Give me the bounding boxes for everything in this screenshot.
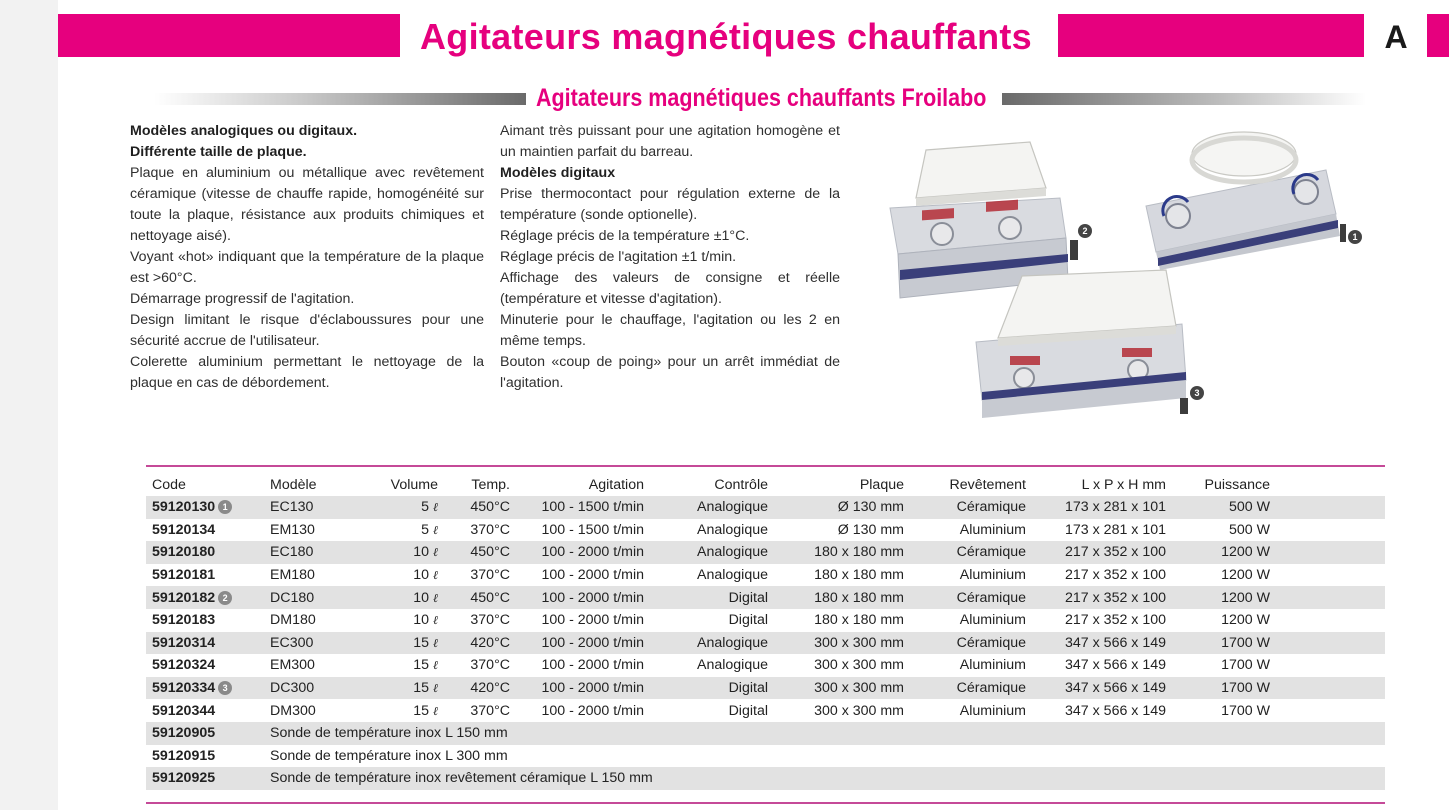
cell-agitation bbox=[516, 496, 650, 519]
table-row bbox=[146, 586, 1385, 609]
cell-agitation-text: 100 - 2000 t/min bbox=[541, 634, 644, 651]
cell-revetement bbox=[910, 564, 1032, 587]
cell-code: 59120915 bbox=[152, 747, 216, 764]
cell-temp-text: 370°C bbox=[470, 521, 510, 538]
cell-temp-text: 370°C bbox=[470, 702, 510, 719]
cell-revetement bbox=[910, 699, 1032, 722]
volume-unit: ℓ bbox=[433, 522, 438, 537]
cell-control bbox=[650, 677, 774, 700]
accessory-row bbox=[146, 745, 1385, 768]
header-band-left bbox=[58, 14, 400, 57]
intro-col2-paragraph: Aimant très puissant pour une agitation homogène et un maintien parfait du barreau. bbox=[500, 123, 840, 160]
cell-plaque bbox=[774, 632, 910, 655]
cell-spacer bbox=[1276, 677, 1385, 700]
cell-power bbox=[1172, 654, 1276, 677]
cell-agitation-text: 100 - 2000 t/min bbox=[541, 567, 644, 584]
cell-volume-text: 5 bbox=[421, 499, 430, 516]
cell-power-text: 1700 W bbox=[1221, 657, 1270, 674]
cell-dimensions bbox=[1032, 519, 1172, 542]
product-ref-badge: 1 bbox=[218, 500, 232, 514]
cell-model-text: DC300 bbox=[270, 680, 315, 697]
volume-unit: ℓ bbox=[433, 681, 438, 696]
table-row bbox=[146, 519, 1385, 542]
cell-revetement-text: Aluminium bbox=[959, 657, 1026, 674]
cell-dimensions-text: 217 x 352 x 100 bbox=[1065, 567, 1166, 584]
cell-model bbox=[264, 564, 356, 587]
cell-dimensions bbox=[1032, 564, 1172, 587]
cell-power bbox=[1172, 699, 1276, 722]
cell-power-text: 1200 W bbox=[1221, 612, 1270, 629]
cell-plaque-text: 300 x 300 mm bbox=[814, 702, 904, 719]
table-top-rule bbox=[146, 465, 1385, 467]
cell-code bbox=[146, 609, 264, 632]
table-row bbox=[146, 632, 1385, 655]
cell-dimensions bbox=[1032, 496, 1172, 519]
cell-model-text: EM300 bbox=[270, 657, 315, 674]
table-row bbox=[146, 609, 1385, 632]
header-spacer bbox=[1276, 474, 1385, 496]
cell-code-text: 59120182 bbox=[152, 589, 216, 606]
cell-revetement bbox=[910, 586, 1032, 609]
cell-plaque-text: 180 x 180 mm bbox=[814, 612, 904, 629]
cell-model bbox=[264, 632, 356, 655]
cell-spacer bbox=[1276, 496, 1385, 519]
cell-code bbox=[146, 632, 264, 655]
cell-dimensions bbox=[1032, 632, 1172, 655]
cell-revetement-text: Aluminium bbox=[959, 567, 1026, 584]
cell-model bbox=[264, 541, 356, 564]
cell-revetement bbox=[910, 654, 1032, 677]
cell-agitation bbox=[516, 609, 650, 632]
intro-column-1 bbox=[130, 121, 484, 394]
product-image-ec130 bbox=[1136, 120, 1346, 270]
cell-control bbox=[650, 519, 774, 542]
cell-temp bbox=[444, 654, 516, 677]
cell-volume-text: 5 bbox=[421, 521, 430, 538]
cell-agitation bbox=[516, 564, 650, 587]
cell-volume bbox=[356, 496, 444, 519]
volume-unit: ℓ bbox=[433, 703, 438, 718]
cell-control-text: Analogique bbox=[697, 634, 768, 651]
cell-agitation bbox=[516, 654, 650, 677]
cell-spacer bbox=[1276, 609, 1385, 632]
header-dimensions: L x P x H mm bbox=[1081, 477, 1166, 493]
table-row bbox=[146, 677, 1385, 700]
cell-model-text: DC180 bbox=[270, 589, 315, 606]
header-code: Code bbox=[152, 477, 186, 493]
cell-volume-text: 10 bbox=[413, 612, 430, 629]
volume-unit: ℓ bbox=[433, 590, 438, 605]
cell-plaque bbox=[774, 586, 910, 609]
cell-plaque-text: 180 x 180 mm bbox=[814, 544, 904, 561]
intro-col1-paragraph: Différente taille de plaque. bbox=[130, 144, 307, 160]
cell-model-text: EC180 bbox=[270, 544, 314, 561]
cell-spacer bbox=[1276, 541, 1385, 564]
cell-volume bbox=[356, 541, 444, 564]
cell-plaque bbox=[774, 677, 910, 700]
cell-volume-text: 10 bbox=[413, 567, 430, 584]
cell-control-text: Digital bbox=[728, 612, 768, 629]
cell-code bbox=[146, 654, 264, 677]
cell-agitation-text: 100 - 2000 t/min bbox=[541, 589, 644, 606]
cell-temp bbox=[444, 519, 516, 542]
cell-plaque bbox=[774, 519, 910, 542]
cell-revetement bbox=[910, 609, 1032, 632]
intro-col2-paragraph: Minuterie pour le chauffage, l'agitation ou les 2 en même temps. bbox=[500, 312, 840, 349]
cell-revetement-text: Céramique bbox=[956, 499, 1026, 516]
cell-description: Sonde de température inox revêtement céramique L 150 mm bbox=[264, 767, 1385, 790]
cell-volume bbox=[356, 699, 444, 722]
cell-model-text: EM180 bbox=[270, 567, 315, 584]
cell-code-text: 59120181 bbox=[152, 567, 216, 584]
cell-power-text: 1700 W bbox=[1221, 702, 1270, 719]
cell-revetement bbox=[910, 496, 1032, 519]
cell-model bbox=[264, 609, 356, 632]
cell-model bbox=[264, 519, 356, 542]
cell-control bbox=[650, 609, 774, 632]
intro-col1-paragraph: Voyant «hot» indiquant que la température de la plaque est >60°C. bbox=[130, 249, 484, 286]
cell-temp-text: 370°C bbox=[470, 612, 510, 629]
cell-model bbox=[264, 654, 356, 677]
cell-volume-text: 10 bbox=[413, 544, 430, 561]
cell-model-text: EC130 bbox=[270, 499, 314, 516]
header-volume: Volume bbox=[390, 477, 438, 493]
cell-code bbox=[146, 541, 264, 564]
intro-col2-paragraph: Réglage précis de l'agitation ±1 t/min. bbox=[500, 249, 737, 265]
cell-code bbox=[146, 677, 264, 700]
cell-model bbox=[264, 677, 356, 700]
cell-dimensions bbox=[1032, 677, 1172, 700]
cell-control-text: Analogique bbox=[697, 567, 768, 584]
cell-plaque bbox=[774, 564, 910, 587]
table-row bbox=[146, 654, 1385, 677]
header-temp: Temp. bbox=[471, 477, 510, 493]
cell-agitation-text: 100 - 2000 t/min bbox=[541, 612, 644, 629]
cell-power bbox=[1172, 564, 1276, 587]
cell-dimensions-text: 347 x 566 x 149 bbox=[1065, 657, 1166, 674]
section-subtitle: Agitateurs magnétiques chauffants Froilabo bbox=[536, 84, 987, 112]
intro-col2-paragraph: Bouton «coup de poing» pour un arrêt immédiat de l'agitation. bbox=[500, 354, 840, 391]
cell-power bbox=[1172, 496, 1276, 519]
cell-plaque bbox=[774, 541, 910, 564]
intro-col1-paragraph: Design limitant le risque d'éclaboussures pour une sécurité accrue de l'utilisateur. bbox=[130, 312, 484, 349]
cell-control bbox=[650, 586, 774, 609]
cell-model bbox=[264, 586, 356, 609]
cell-plaque bbox=[774, 496, 910, 519]
cell-control-text: Digital bbox=[728, 702, 768, 719]
cell-temp-text: 450°C bbox=[470, 544, 510, 561]
cell-power-text: 500 W bbox=[1228, 521, 1270, 538]
header-model: Modèle bbox=[270, 477, 317, 493]
cell-dimensions-text: 347 x 566 x 149 bbox=[1065, 680, 1166, 697]
product-badge-1: 1 bbox=[1348, 230, 1362, 244]
cell-code: 59120925 bbox=[146, 767, 264, 790]
cell-agitation-text: 100 - 1500 t/min bbox=[541, 499, 644, 516]
intro-col2-paragraph: Modèles digitaux bbox=[500, 165, 616, 181]
section-letter: A bbox=[1384, 19, 1408, 55]
cell-model bbox=[264, 496, 356, 519]
cell-volume bbox=[356, 519, 444, 542]
header-power: Puissance bbox=[1204, 477, 1270, 493]
cell-volume bbox=[356, 564, 444, 587]
cell-volume bbox=[356, 586, 444, 609]
cell-power-text: 1700 W bbox=[1221, 634, 1270, 651]
intro-column-2 bbox=[500, 121, 840, 394]
cell-dimensions-text: 217 x 352 x 100 bbox=[1065, 589, 1166, 606]
cell-code-text: 59120134 bbox=[152, 521, 216, 538]
cell-dimensions-text: 347 x 566 x 149 bbox=[1065, 702, 1166, 719]
cell-plaque-text: 180 x 180 mm bbox=[814, 589, 904, 606]
product-image-dc300 bbox=[970, 268, 1190, 420]
cell-dimensions-text: 217 x 352 x 100 bbox=[1065, 544, 1166, 561]
volume-unit: ℓ bbox=[433, 658, 438, 673]
cell-agitation-text: 100 - 2000 t/min bbox=[541, 657, 644, 674]
spec-table bbox=[146, 474, 1385, 790]
table-row bbox=[146, 564, 1385, 587]
cell-power-text: 1700 W bbox=[1221, 680, 1270, 697]
cell-temp bbox=[444, 632, 516, 655]
cell-temp-text: 450°C bbox=[470, 589, 510, 606]
cell-temp-text: 370°C bbox=[470, 657, 510, 674]
cell-spacer bbox=[1276, 699, 1385, 722]
cell-code bbox=[146, 699, 264, 722]
cell-control bbox=[650, 541, 774, 564]
cell-power-text: 1200 W bbox=[1221, 589, 1270, 606]
cell-temp-text: 420°C bbox=[470, 634, 510, 651]
cell-power-text: 1200 W bbox=[1221, 544, 1270, 561]
intro-col2-paragraph: Affichage des valeurs de consigne et réelle (température et vitesse d'agitation). bbox=[500, 270, 840, 307]
cell-code bbox=[146, 586, 264, 609]
cell-dimensions bbox=[1032, 541, 1172, 564]
cell-revetement-text: Aluminium bbox=[959, 702, 1026, 719]
cell-model bbox=[264, 699, 356, 722]
cell-temp bbox=[444, 699, 516, 722]
cell-code bbox=[146, 564, 264, 587]
cell-plaque-text: Ø 130 mm bbox=[837, 499, 904, 516]
cell-dimensions-text: 217 x 352 x 100 bbox=[1065, 612, 1166, 629]
cell-control bbox=[650, 496, 774, 519]
cell-volume-text: 15 bbox=[413, 680, 430, 697]
cell-spacer bbox=[1276, 632, 1385, 655]
intro-col2-paragraph: Réglage précis de la température ±1°C. bbox=[500, 228, 750, 244]
cell-code: 59120905 bbox=[146, 722, 264, 745]
intro-col1-paragraph: Plaque en aluminium ou métallique avec revêtement céramique (vitesse de chauffe rapide, homogénéité sur toute la plaque, résistance aux produits chimiques et nettoyage aisé). bbox=[130, 165, 484, 244]
cell-agitation bbox=[516, 586, 650, 609]
cell-code bbox=[146, 496, 264, 519]
cell-power-text: 500 W bbox=[1228, 499, 1270, 516]
intro-col1-paragraph: Démarrage progressif de l'agitation. bbox=[130, 291, 355, 307]
cell-plaque bbox=[774, 654, 910, 677]
volume-unit: ℓ bbox=[433, 545, 438, 560]
table-row bbox=[146, 699, 1385, 722]
cell-revetement bbox=[910, 541, 1032, 564]
cell-agitation-text: 100 - 2000 t/min bbox=[541, 544, 644, 561]
intro-col2-paragraph: Prise thermocontact pour régulation externe de la température (sonde optionelle). bbox=[500, 186, 840, 223]
cell-code-text: 59120183 bbox=[152, 612, 216, 629]
header-plaque: Plaque bbox=[859, 477, 904, 493]
cell-dimensions bbox=[1032, 699, 1172, 722]
cell-spacer bbox=[1276, 654, 1385, 677]
cell-dimensions bbox=[1032, 609, 1172, 632]
cell-control-text: Analogique bbox=[697, 521, 768, 538]
cell-plaque bbox=[774, 699, 910, 722]
cell-revetement-text: Céramique bbox=[956, 680, 1026, 697]
cell-dimensions-text: 347 x 566 x 149 bbox=[1065, 634, 1166, 651]
cell-control bbox=[650, 564, 774, 587]
cell-plaque-text: 180 x 180 mm bbox=[814, 567, 904, 584]
cell-description: Sonde de température inox L 150 mm bbox=[264, 722, 1385, 745]
cell-control bbox=[650, 632, 774, 655]
cell-temp bbox=[444, 564, 516, 587]
cell-code-text: 59120344 bbox=[152, 702, 216, 719]
cell-volume-text: 10 bbox=[413, 589, 430, 606]
cell-agitation-text: 100 - 2000 t/min bbox=[541, 702, 644, 719]
header-control: Contrôle bbox=[714, 477, 768, 493]
cell-code-text: 59120324 bbox=[152, 657, 216, 674]
header-band-right bbox=[1058, 14, 1364, 57]
cell-temp bbox=[444, 496, 516, 519]
product-badge-2: 2 bbox=[1078, 224, 1092, 238]
intro-col1-paragraph: Colerette aluminium permettant le nettoyage de la plaque en cas de débordement. bbox=[130, 354, 484, 391]
cell-revetement-text: Aluminium bbox=[959, 521, 1026, 538]
product-ref-badge: 2 bbox=[218, 591, 232, 605]
accessory-row bbox=[146, 722, 1385, 745]
cell-temp bbox=[444, 677, 516, 700]
header-band-tab bbox=[1427, 14, 1449, 57]
table-header-row bbox=[146, 474, 1385, 496]
table-row bbox=[146, 496, 1385, 519]
cell-code-text: 59120334 bbox=[152, 680, 216, 697]
cell-model-text: DM300 bbox=[270, 702, 316, 719]
intro-col1-paragraph: Modèles analogiques ou digitaux. bbox=[130, 123, 358, 139]
volume-unit: ℓ bbox=[433, 568, 438, 583]
cell-control-text: Analogique bbox=[697, 499, 768, 516]
page-title: Agitateurs magnétiques chauffants bbox=[420, 16, 1033, 57]
cell-agitation bbox=[516, 541, 650, 564]
cell-control-text: Digital bbox=[728, 589, 768, 606]
cell-model-text: EM130 bbox=[270, 521, 315, 538]
cell-volume bbox=[356, 609, 444, 632]
product-badge-3: 3 bbox=[1190, 386, 1204, 400]
cell-power bbox=[1172, 677, 1276, 700]
cell-volume bbox=[356, 677, 444, 700]
cell-control bbox=[650, 699, 774, 722]
cell-temp bbox=[444, 586, 516, 609]
cell-code-text: 59120180 bbox=[152, 544, 216, 561]
cell-control bbox=[650, 654, 774, 677]
cell-code-text: 59120314 bbox=[152, 634, 216, 651]
cell-control-text: Digital bbox=[728, 680, 768, 697]
cell-revetement-text: Céramique bbox=[956, 544, 1026, 561]
cell-agitation-text: 100 - 2000 t/min bbox=[541, 680, 644, 697]
cell-code bbox=[146, 519, 264, 542]
cell-revetement bbox=[910, 519, 1032, 542]
cell-model-text: EC300 bbox=[270, 634, 314, 651]
cell-dimensions bbox=[1032, 586, 1172, 609]
cell-dimensions bbox=[1032, 654, 1172, 677]
volume-unit: ℓ bbox=[433, 500, 438, 515]
cell-power bbox=[1172, 632, 1276, 655]
cell-model-text: DM180 bbox=[270, 612, 316, 629]
cell-agitation bbox=[516, 699, 650, 722]
cell-temp bbox=[444, 541, 516, 564]
cell-temp-text: 450°C bbox=[470, 499, 510, 516]
cell-plaque-text: 300 x 300 mm bbox=[814, 680, 904, 697]
table-bottom-rule bbox=[146, 802, 1385, 804]
table-row bbox=[146, 541, 1385, 564]
cell-code-text: 59120130 bbox=[152, 499, 216, 516]
cell-agitation bbox=[516, 677, 650, 700]
cell-revetement-text: Aluminium bbox=[959, 612, 1026, 629]
cell-power bbox=[1172, 586, 1276, 609]
cell-power-text: 1200 W bbox=[1221, 567, 1270, 584]
cell-plaque-text: 300 x 300 mm bbox=[814, 657, 904, 674]
cell-volume-text: 15 bbox=[413, 657, 430, 674]
subtitle-rule-left bbox=[154, 93, 526, 105]
cell-temp-text: 370°C bbox=[470, 567, 510, 584]
cell-control-text: Analogique bbox=[697, 657, 768, 674]
cell-agitation bbox=[516, 519, 650, 542]
cell-plaque-text: Ø 130 mm bbox=[837, 521, 904, 538]
cell-spacer bbox=[1276, 564, 1385, 587]
cell-temp-text: 420°C bbox=[470, 680, 510, 697]
header-agitation: Agitation bbox=[588, 477, 644, 493]
cell-control-text: Analogique bbox=[697, 544, 768, 561]
header-revetement: Revêtement bbox=[949, 477, 1026, 493]
cell-revetement bbox=[910, 677, 1032, 700]
cell-description: Sonde de température inox L 300 mm bbox=[270, 747, 508, 764]
volume-unit: ℓ bbox=[433, 613, 438, 628]
accessory-row bbox=[146, 767, 1385, 790]
cell-volume-text: 15 bbox=[413, 702, 430, 719]
cell-volume bbox=[356, 654, 444, 677]
cell-temp bbox=[444, 609, 516, 632]
subtitle-rule-right bbox=[1002, 93, 1366, 105]
cell-plaque-text: 300 x 300 mm bbox=[814, 634, 904, 651]
cell-volume-text: 15 bbox=[413, 634, 430, 651]
cell-agitation-text: 100 - 1500 t/min bbox=[541, 521, 644, 538]
catalog-page bbox=[58, 0, 1449, 810]
cell-power bbox=[1172, 541, 1276, 564]
cell-spacer bbox=[1276, 519, 1385, 542]
product-ref-badge: 3 bbox=[218, 681, 232, 695]
cell-revetement-text: Céramique bbox=[956, 634, 1026, 651]
cell-agitation bbox=[516, 632, 650, 655]
volume-unit: ℓ bbox=[433, 635, 438, 650]
cell-revetement-text: Céramique bbox=[956, 589, 1026, 606]
cell-power bbox=[1172, 519, 1276, 542]
cell-volume bbox=[356, 632, 444, 655]
cell-revetement bbox=[910, 632, 1032, 655]
cell-plaque bbox=[774, 609, 910, 632]
cell-dimensions-text: 173 x 281 x 101 bbox=[1065, 499, 1166, 516]
cell-power bbox=[1172, 609, 1276, 632]
cell-spacer bbox=[1276, 586, 1385, 609]
cell-dimensions-text: 173 x 281 x 101 bbox=[1065, 521, 1166, 538]
